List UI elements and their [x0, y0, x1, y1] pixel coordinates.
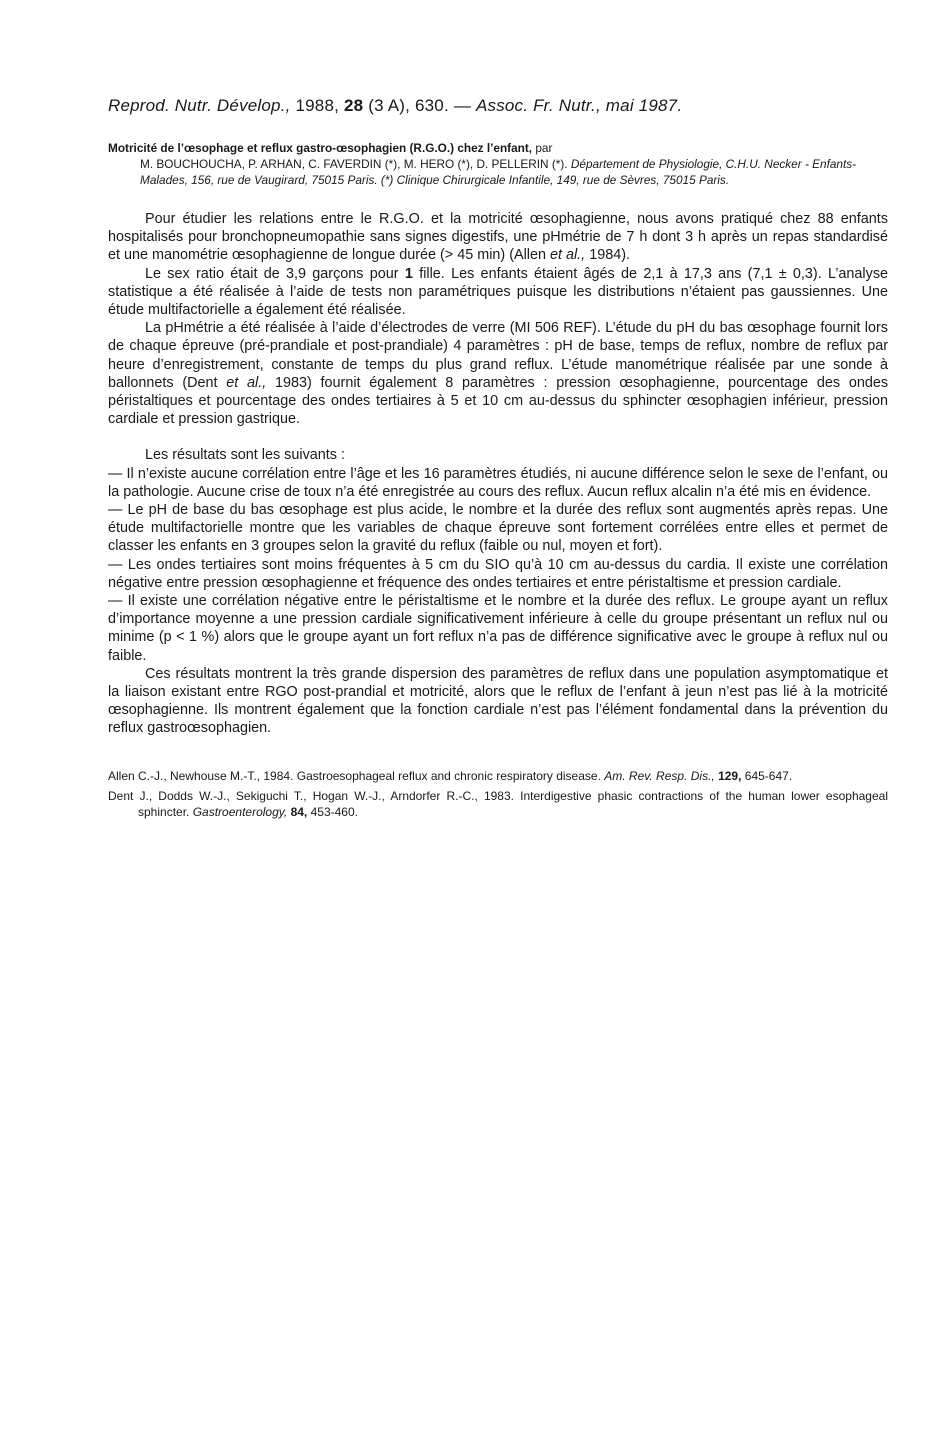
reference-authors: Dent J., Dodds W.-J., Sekiguchi T., Hogan W.-J., Arndorfer R.-C., 1983. Interdigestive phasic contractions of the human lower esophageal sphincter.	[108, 788, 888, 819]
reference-item	[108, 768, 888, 784]
journal-header	[108, 96, 888, 116]
journal-year: 1988,	[295, 96, 340, 115]
association-name: Assoc. Fr. Nutr., mai 1987.	[475, 96, 683, 115]
paragraph-1-text: Pour étudier les relations entre le R.G.O. et la motricité œsophagienne, nous avons pratiqué chez 88 enfants hospitalisés pour bronchopneumopathie sans signes digestifs, une pHmétrie de 7 h dont 3 h après un repas standardisé et une manométrie œsophagienne de longue durée (> 45 min) (Allen	[108, 211, 888, 264]
article-body	[108, 210, 888, 738]
paragraph-2-text-b: fille. Les enfants étaient âgés de 2,1 à 17,3 ans (7,1 ± 0,3). L’analyse statistique a été réalisée à l’aide de tests non paramétriques puisque les distributions n’étaient pas gaussiennes. Une étude multifactorielle a également été réalisée.	[108, 265, 889, 319]
result-item-2: — Le pH de base du bas œsophage est plus acide, le nombre et la durée des reflux sont augmentés après repas. Une étude multifactorielle montre que les variables de chaque épreuve sont fortement corrélées entre elles et permet de classer les enfants en 3 groupes selon la gravité du reflux (faible ou nul, moyen et fort).	[108, 502, 888, 555]
header-dash: —	[453, 96, 472, 115]
reference-pages: 453-460.	[310, 804, 358, 819]
citation-etal: et al.,	[226, 374, 267, 391]
journal-volume: 28	[343, 96, 364, 115]
paragraph-2-text-a: Le sex ratio était de 3,9 garçons pour	[145, 265, 399, 282]
article-authors: M. BOUCHOUCHA, P. ARHAN, C. FAVERDIN (*), M. HERO (*), D. PELLERIN (*).	[140, 157, 568, 171]
paragraph-3	[108, 319, 888, 428]
reference-journal: Am. Rev. Resp. Dis.,	[604, 768, 715, 783]
article-affiliation-1: Département de Physiologie, C.H.U. Necker - Enfants-Malades, 156, rue de Vaugirard, 75015 Paris.	[140, 157, 857, 187]
citation-etal: et al.,	[549, 247, 586, 264]
paragraph-3-text-a: La pHmétrie a été réalisée à l’aide d’électrodes de verre (MI 506 REF). L’étude du pH du bas œsophage fournit lors de chaque épreuve (pré-prandiale et post-prandiale) 4 paramètres : pH de base, temps de reflux, nombre de reflux par heure d’enregistrement, constante de temps du plus grand reflux. L’étude manométrique réalisée par une sonde à ballonnets (Dent	[108, 320, 888, 391]
reference-journal: Gastroenterology,	[192, 804, 288, 819]
reference-volume: 129,	[718, 768, 742, 783]
article-title: Motricité de l’œsophage et reflux gastro-œsophagien (R.G.O.) chez l’enfant,	[108, 141, 533, 155]
paragraph-2	[108, 265, 888, 320]
reference-authors: Allen C.-J., Newhouse M.-T., 1984. Gastroesophageal reflux and chronic respiratory disease.	[108, 768, 601, 783]
result-item-1: — Il n’existe aucune corrélation entre l’âge et les 16 paramètres étudiés, ni aucune différence selon le sexe de l’enfant, ou la pathologie. Aucune crise de toux n’a été enregistrée au cours des reflux. Aucun reflux alcalin n’a été mis en évidence.	[108, 465, 888, 500]
paragraph-conclusion: Ces résultats montrent la très grande dispersion des paramètres de reflux dans une population asymptomatique et la liaison existant entre RGO post-prandial et motricité, alors que le reflux de l’enfant à jeun n’est pas lié à la motricité œsophagienne. Ils montrent également que la fonction cardiale n’est pas l’élément fondamental dans la prévention du reflux gastroœsophagien.	[108, 665, 888, 737]
article-affiliation-2: (*) Clinique Chirurgicale Infantile, 149, rue de Sèvres, 75015 Paris.	[380, 173, 730, 187]
paragraph-1	[108, 210, 888, 265]
reference-volume: 84,	[290, 804, 308, 819]
paper-page	[108, 96, 888, 824]
journal-issue-page: (3 A), 630.	[368, 96, 449, 115]
article-by: par	[535, 141, 553, 155]
journal-name: Reprod. Nutr. Dévelop.,	[108, 96, 291, 115]
reference-item	[108, 788, 888, 820]
article-byline	[108, 156, 888, 188]
result-item-3: — Les ondes tertiaires sont moins fréquentes à 5 cm du SIO qu’à 10 cm au-dessus du cardia. Il existe une corrélation négative entre pression œsophagienne et fréquence des ondes tertiaires et entre péristaltisme et pression cardiale.	[108, 556, 888, 591]
paragraph-1-end: 1984).	[589, 247, 630, 264]
reference-pages: 645-647.	[744, 768, 793, 783]
article-title-block	[108, 140, 888, 188]
result-item-4: — Il existe une corrélation négative entre le péristaltisme et le nombre et la durée des reflux. Le groupe ayant un reflux d’importance moyenne a une pression cardiale significativement inférieure à celle du groupe présentant un reflux nul ou minime (p < 1 %) alors que le groupe ayant un fort reflux n’a pas de différence significative avec le groupe à reflux nul ou faible.	[108, 593, 888, 664]
paragraph-2-bold: 1	[404, 265, 413, 282]
paragraph-4: Les résultats sont les suivants :	[145, 447, 345, 464]
paragraph-3-text-b: 1983) fournit également 8 paramètres : pression œsophagienne, pourcentage des ondes péristaltiques et pourcentage des ondes tertiaires à 5 et 10 cm au-dessus du sphincter œsophagien inférieur, pression cardiale et pression gastrique.	[108, 374, 889, 428]
references-list	[108, 768, 888, 820]
